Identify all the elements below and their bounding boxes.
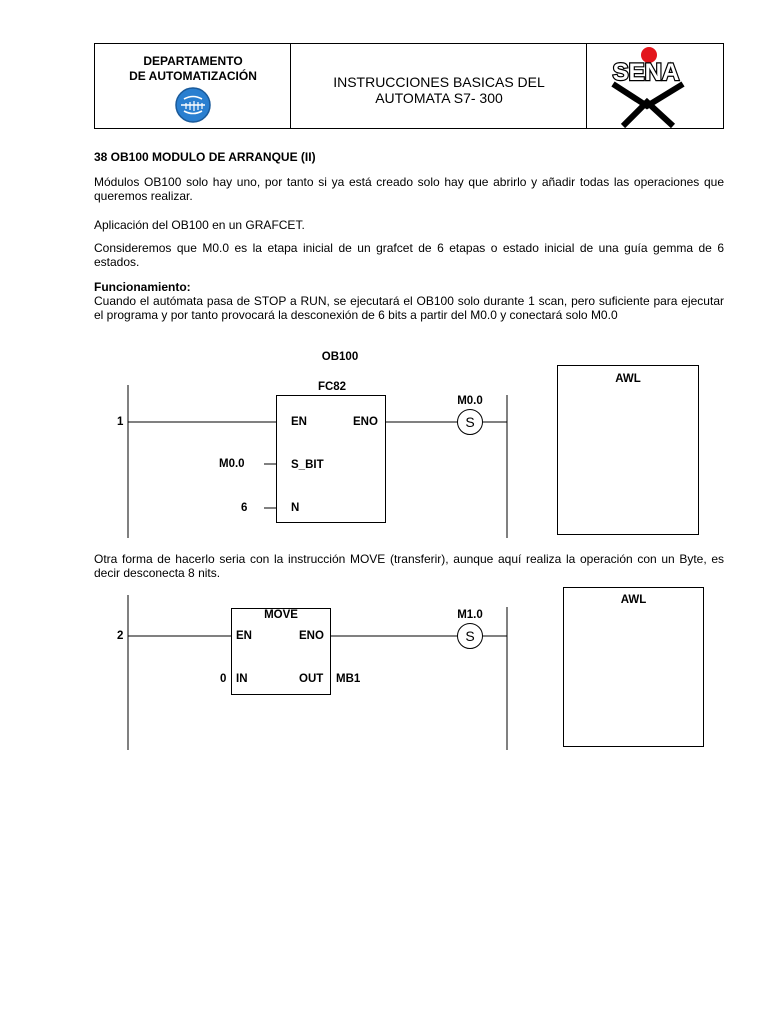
awl-box-1-label: AWL	[615, 373, 641, 385]
move-eno-pin: ENO	[299, 630, 324, 642]
reset-sbit-pin: S_BIT	[291, 459, 324, 471]
in-operand: 0	[220, 673, 227, 685]
ob100-label: OB100	[321, 351, 359, 363]
reset-n-pin: N	[291, 502, 300, 514]
department-line-2: DE AUTOMATIZACIÓN	[129, 69, 257, 83]
paragraph-5: Otra forma de hacerlo seria con la instrucción MOVE (transferir), aunque aquí realiza la operación con un Byte, es decir desconecta 8 nits.	[94, 552, 724, 580]
move-title: MOVE	[264, 609, 298, 621]
out-operand: MB1	[336, 673, 361, 685]
section-title: 38 OB100 MODULO DE ARRANQUE (II)	[94, 150, 316, 164]
n-operand: 6	[241, 502, 248, 514]
reset-eno-pin: ENO	[353, 416, 378, 428]
department-line-1: DEPARTAMENTO	[143, 54, 243, 68]
move-out-pin: OUT	[299, 673, 324, 685]
sena-logo-text: SENA	[612, 59, 680, 86]
network-1-number: 1	[117, 416, 124, 428]
funcionamiento-label: Funcionamiento:	[94, 280, 191, 294]
paragraph-1: Módulos OB100 solo hay uno, por tanto si ya está creado solo hay que abrirlo y añadir todas las operaciones que queremos realizar.	[94, 175, 724, 203]
sbit-operand: M0.0	[219, 458, 245, 470]
paragraph-3: Consideremos que M0.0 es la etapa inicial de un grafcet de 6 etapas o estado inicial de una guía gemma de 6 estados.	[94, 241, 724, 269]
move-en-pin: EN	[236, 630, 252, 642]
paragraph-4: Cuando el autómata pasa de STOP a RUN, se ejecutará el OB100 solo durante 1 scan, pero suficiente para ejecutar el programa y por tanto provocará la desconexión de 6 bits a partir del M0.0 y conectará solo M0.0	[94, 294, 724, 322]
reset-en-pin: EN	[291, 416, 307, 428]
paragraph-2: Aplicación del OB100 en un GRAFCET.	[94, 218, 305, 232]
coil-2-symbol: S	[465, 628, 475, 644]
document-title-line-1: INSTRUCCIONES BASICAS DEL	[333, 74, 545, 90]
document-title-line-2: AUTOMATA S7- 300	[375, 90, 503, 106]
coil-2-operand: M1.0	[457, 609, 483, 621]
coil-1-operand: M0.0	[457, 395, 483, 407]
awl-box-2	[563, 587, 704, 747]
move-in-pin: IN	[236, 673, 248, 685]
coil-1-symbol: S	[465, 414, 475, 430]
awl-box-2-label: AWL	[620, 594, 647, 606]
fc82-label: FC82	[317, 381, 347, 393]
network-2-number: 2	[117, 630, 124, 642]
